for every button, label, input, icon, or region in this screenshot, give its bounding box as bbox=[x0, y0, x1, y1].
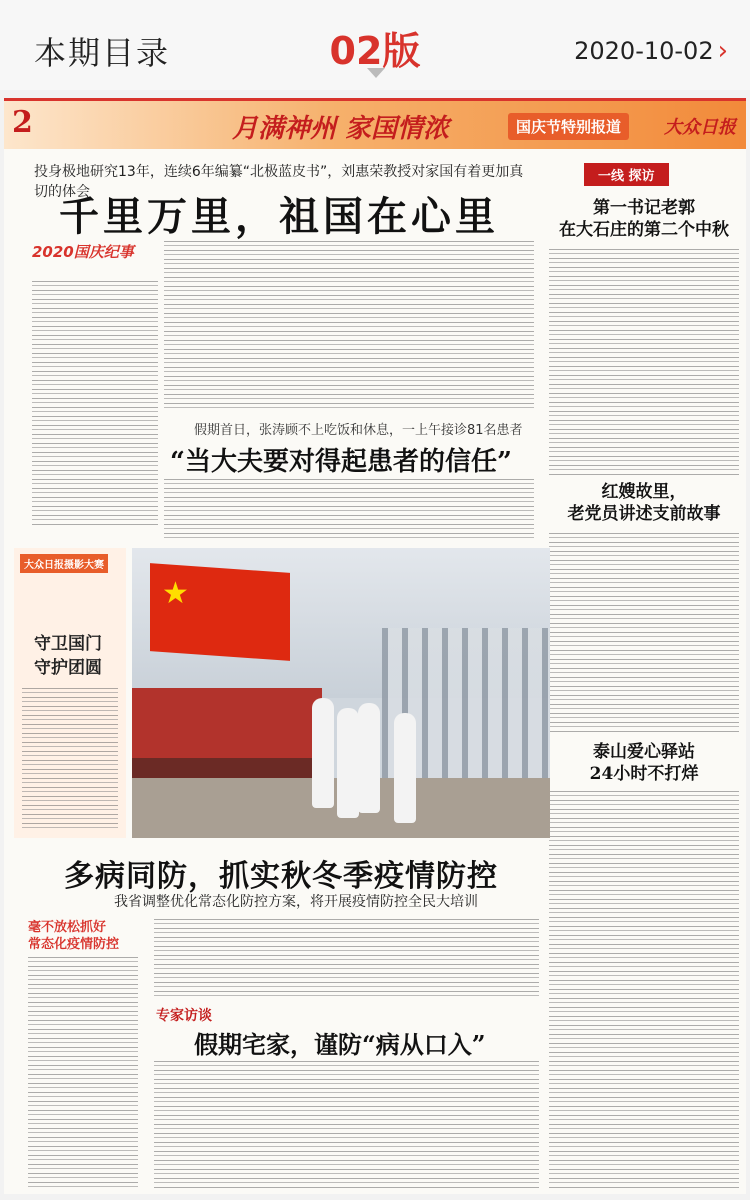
main-subheadline: 我省调整优化常态化防控方案，将开展疫情防控全民大培训 bbox=[114, 894, 478, 910]
lead-tag: 2020国庆纪事 bbox=[32, 243, 134, 261]
interview-label: 专家访谈 bbox=[156, 1008, 212, 1024]
main-headline[interactable]: 多病同防，抓实秋冬季疫情防控 bbox=[64, 859, 498, 894]
side-headline-3[interactable]: 泰山爱心驿站 24小时不打烊 bbox=[589, 742, 699, 784]
side-headline-2[interactable]: 红嫂故里， 老党员讲述支前故事 bbox=[567, 482, 721, 524]
top-navigation-bar bbox=[0, 0, 750, 90]
photo-contest-label: 大众日报摄影大赛 bbox=[20, 554, 108, 573]
article-text-block bbox=[164, 241, 534, 411]
lead-kicker: 投身极地研究13年，连续6年编纂“北极蓝皮书”，刘惠荣教授对家国有着更加真切的体会 bbox=[34, 164, 524, 200]
second-kicker: 假期首日，张涛顾不上吃饭和休息，一上午接诊81名患者 bbox=[194, 423, 523, 438]
article-text-block bbox=[549, 791, 739, 1191]
article-text-block bbox=[154, 919, 539, 999]
star-icon: ★ bbox=[162, 576, 189, 611]
second-headline[interactable]: “当大夫要对得起患者的信任” bbox=[170, 447, 512, 477]
edition-label[interactable]: 02版 bbox=[329, 29, 421, 73]
date-label: 2020-10-02 bbox=[574, 37, 714, 65]
article-text-block bbox=[164, 479, 534, 539]
lead-headline[interactable]: 千里万里，祖国在心里 bbox=[59, 193, 499, 240]
date-selector[interactable] bbox=[574, 36, 728, 66]
photo-feature-box bbox=[14, 548, 126, 838]
article-text-block bbox=[549, 249, 739, 475]
news-photo[interactable] bbox=[132, 548, 550, 838]
catalog-title[interactable]: 本期目录 bbox=[34, 34, 171, 72]
masthead-title: 月满神州 家国情浓 bbox=[232, 114, 450, 144]
chevron-down-icon[interactable] bbox=[367, 68, 385, 78]
person-figure bbox=[394, 713, 416, 823]
article-text-block bbox=[22, 688, 118, 828]
newspaper-page[interactable] bbox=[4, 98, 746, 1194]
photo-feature-headline[interactable]: 守卫国门 守护团圆 bbox=[34, 634, 102, 678]
chevron-right-icon: › bbox=[717, 36, 728, 66]
article-text-block bbox=[549, 533, 739, 733]
newspaper-logo: 大众日报 bbox=[664, 117, 736, 138]
masthead-badge: 国庆节特别报道 bbox=[508, 113, 629, 140]
page-masthead bbox=[4, 101, 746, 149]
person-figure bbox=[358, 703, 380, 813]
side-headline-1[interactable]: 第一书记老郭 在大石庄的第二个中秋 bbox=[559, 198, 729, 240]
article-text-block bbox=[28, 957, 138, 1187]
person-figure bbox=[312, 698, 334, 808]
person-figure bbox=[337, 708, 359, 818]
article-text-block bbox=[154, 1061, 539, 1191]
side-column-label: 一线 探访 bbox=[584, 163, 669, 186]
side-small-headline[interactable]: 毫不放松抓好 常态化疫情防控 bbox=[28, 920, 120, 952]
article-text-block bbox=[32, 281, 158, 526]
bottom-headline[interactable]: 假期宅家，谨防“病从口入” bbox=[194, 1030, 486, 1059]
page-number: 2 bbox=[12, 105, 33, 140]
